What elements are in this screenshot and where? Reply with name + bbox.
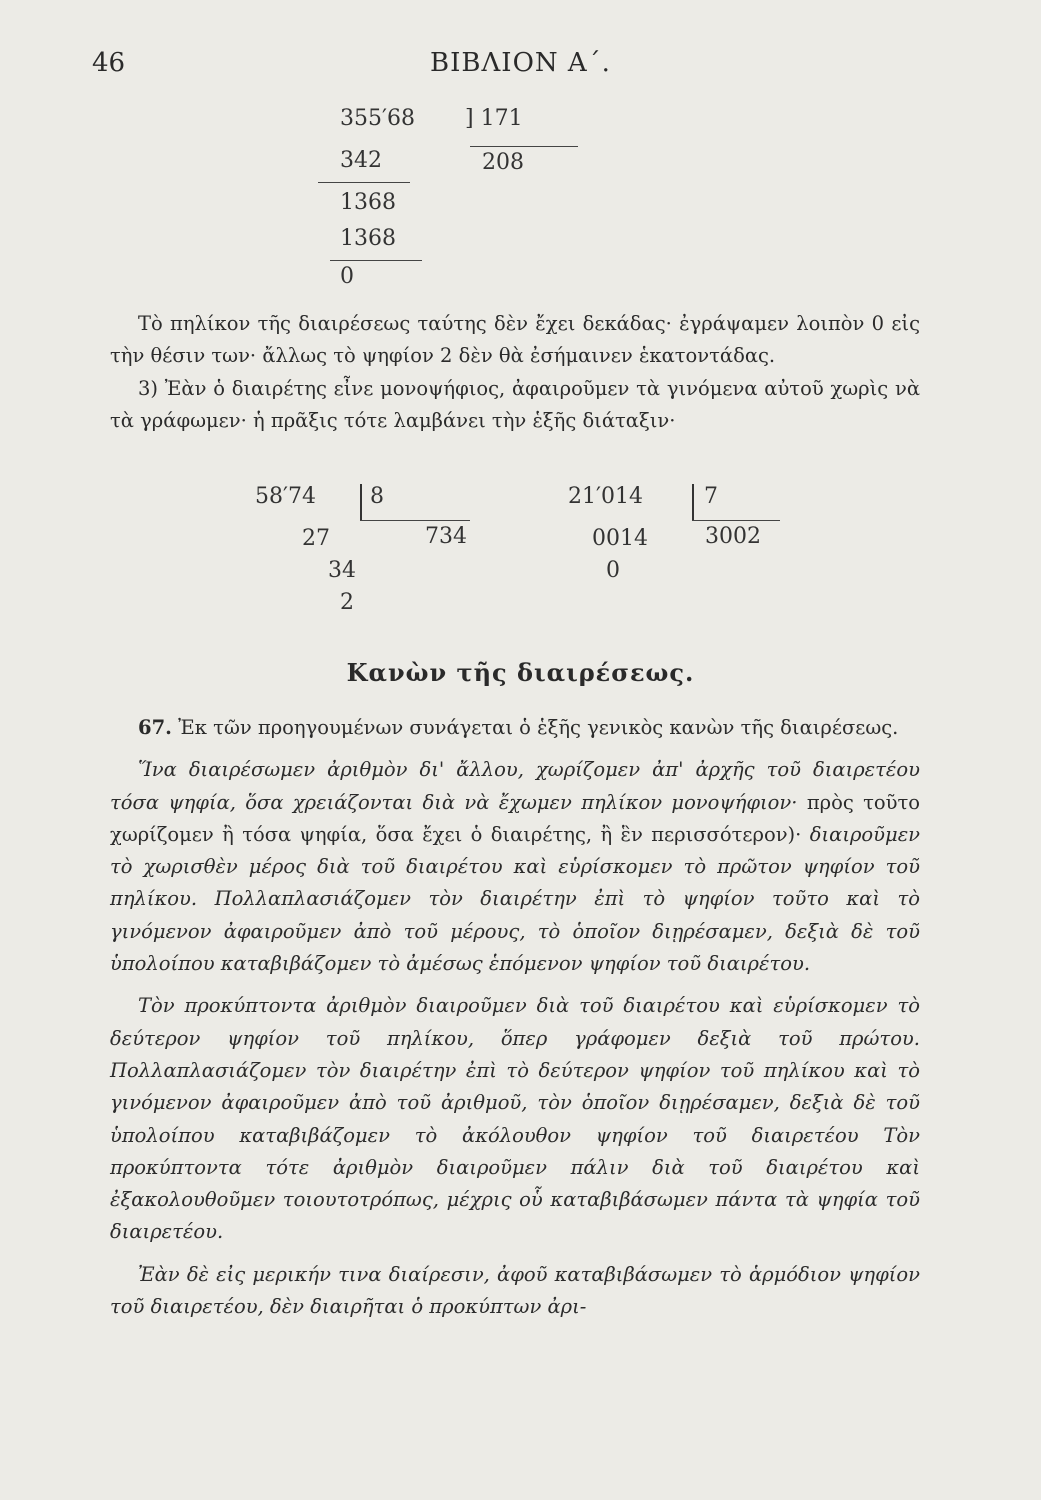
division-bar: [692, 484, 694, 520]
divisor: ] 171: [465, 106, 523, 131]
section-heading: Κανὼν τῆς διαιρέσεως.: [346, 658, 695, 687]
rule-paragraph: Ἐὰν δὲ εἰς μερικήν τινα διαίρεσιν, ἀφοῦ καταβιβάσωμεν τὸ ἁρμόδιον ψηφίον τοῦ διαιρετέου, δὲν διαιρῆται ὁ προκύπτων ἀρι-: [110, 1262, 920, 1319]
rule-paragraph: Τὸν προκύπτοντα ἀριθμὸν διαιροῦμεν διὰ τοῦ διαιρέτου καὶ εὑρίσκομεν τὸ δεύτερον ψηφίον τοῦ πηλίκου, ὅπερ γράφομεν δεξιὰ τοῦ πρώτου. Πολλαπλασιάζομεν τὸν διαιρέτην ἐπὶ τὸ δεύτερον ψηφίον τοῦ πηλίκου καὶ τὸ γινόμενον ἀφαιροῦμεν ἀπὸ τοῦ ἀριθμοῦ, τὸν ὁποῖον διῃρέσαμεν, δεξιὰ δὲ τοῦ ὑπολοίπου καταβιβάζομεν τὸ ἀκόλουθον ψηφίον τοῦ διαιρετέου Τὸν προκύπτοντα τότε ἀριθμὸν διαιροῦμεν πάλιν διὰ τοῦ διαιρέτου καὶ ἐξακολουθοῦμεν τοιουτοτρόπως, μέχρις οὗ καταβιβάσωμεν πάντα τὰ ψηφία τοῦ διαιρετέου.: [110, 994, 920, 1244]
quotient: 3002: [705, 524, 761, 549]
step-rule: [318, 182, 410, 183]
divisor: 7: [704, 484, 718, 509]
step-rule: [330, 260, 422, 261]
step-remainder: 1368: [340, 190, 396, 215]
step-product: 1368: [340, 226, 396, 251]
explanation-text: [110, 308, 920, 437]
division-bar: [360, 484, 362, 520]
section-intro: Ἐκ τῶν προηγουμένων συνάγεται ὁ ἑξῆς γενικὸς κανὼν τῆς διαιρέσεως.: [178, 716, 899, 739]
dividend: 21′014: [568, 484, 643, 509]
remainder: 0: [606, 558, 620, 583]
divisor-rule: [692, 520, 780, 521]
rule-text: διαιροῦμεν τὸ χωρισθὲν μέρος διὰ τοῦ διαιρέτου καὶ εὑρίσκομεν τὸ πρῶτον ψηφίον τοῦ πηλίκου. Πολλαπλασιάζομεν τὸν διαιρέτην ἐπὶ τὸ ψηφίον τοῦτο καὶ τὸ γινόμενον ἀφαιροῦμεν ἀπὸ τοῦ μέρους, τὸ ὁποῖον διῃρέσαμεν, δεξιὰ δὲ τοῦ ὑπολοίπου καταβιβάζομεν τὸ ἀμέσως ἑπόμενον ψηφίον τοῦ διαιρέτου.: [110, 822, 921, 976]
remainder: 2: [340, 590, 354, 615]
divisor-rule: [360, 520, 470, 521]
divisor: 8: [370, 484, 384, 509]
divisor-rule: [470, 146, 578, 147]
remainder: 0014: [592, 526, 648, 551]
section-body: [110, 712, 920, 1323]
remainder: 27: [302, 526, 330, 551]
rule-aside: πρὸς τοῦτο χωρίζομεν ἢ τόσα ψηφία, ὅσα ἔχει ὁ διαιρέτης, ἢ ἓν περισσότερον)·: [110, 790, 920, 846]
paragraph: Τὸ πηλίκον τῆς διαιρέσεως ταύτης δὲν ἔχει δεκάδας· ἐγράψαμεν λοιπὸν 0 εἰς τὴν θέσιν των· ἄλλως τὸ ψηφίον 2 δὲν θὰ ἐσήμαινεν ἑκατοντάδας.: [110, 312, 920, 368]
step-product: 342: [340, 148, 382, 173]
dividend: 355′68: [340, 106, 415, 131]
dividend: 58′74: [255, 484, 316, 509]
remainder: 34: [328, 558, 356, 583]
paragraph: 3) Ἐὰν ὁ διαιρέτης εἶνε μονοψήφιος, ἀφαιροῦμεν τὰ γινόμενα αὐτοῦ χωρὶς νὰ τὰ γράφωμεν· ἡ πρᾶξις τότε λαμβάνει τὴν ἑξῆς διάταξιν·: [110, 376, 920, 432]
final-remainder: 0: [340, 264, 354, 289]
section-number: 67.: [138, 716, 172, 739]
page-title: ΒΙΒΛΙΟΝ Α΄.: [430, 48, 611, 78]
rule-text: Ἵνα διαιρέσωμεν ἀριθμὸν δι' ἄλλου, χωρίζομεν ἀπ' ἀρχῆς τοῦ διαιρετέου τόσα ψηφία, ὅσα χρειάζονται διὰ νὰ ἔχωμεν πηλίκον μονοψήφιον·: [110, 758, 920, 814]
quotient: 208: [482, 150, 524, 175]
page-number: 46: [92, 48, 126, 78]
quotient: 734: [425, 524, 467, 549]
